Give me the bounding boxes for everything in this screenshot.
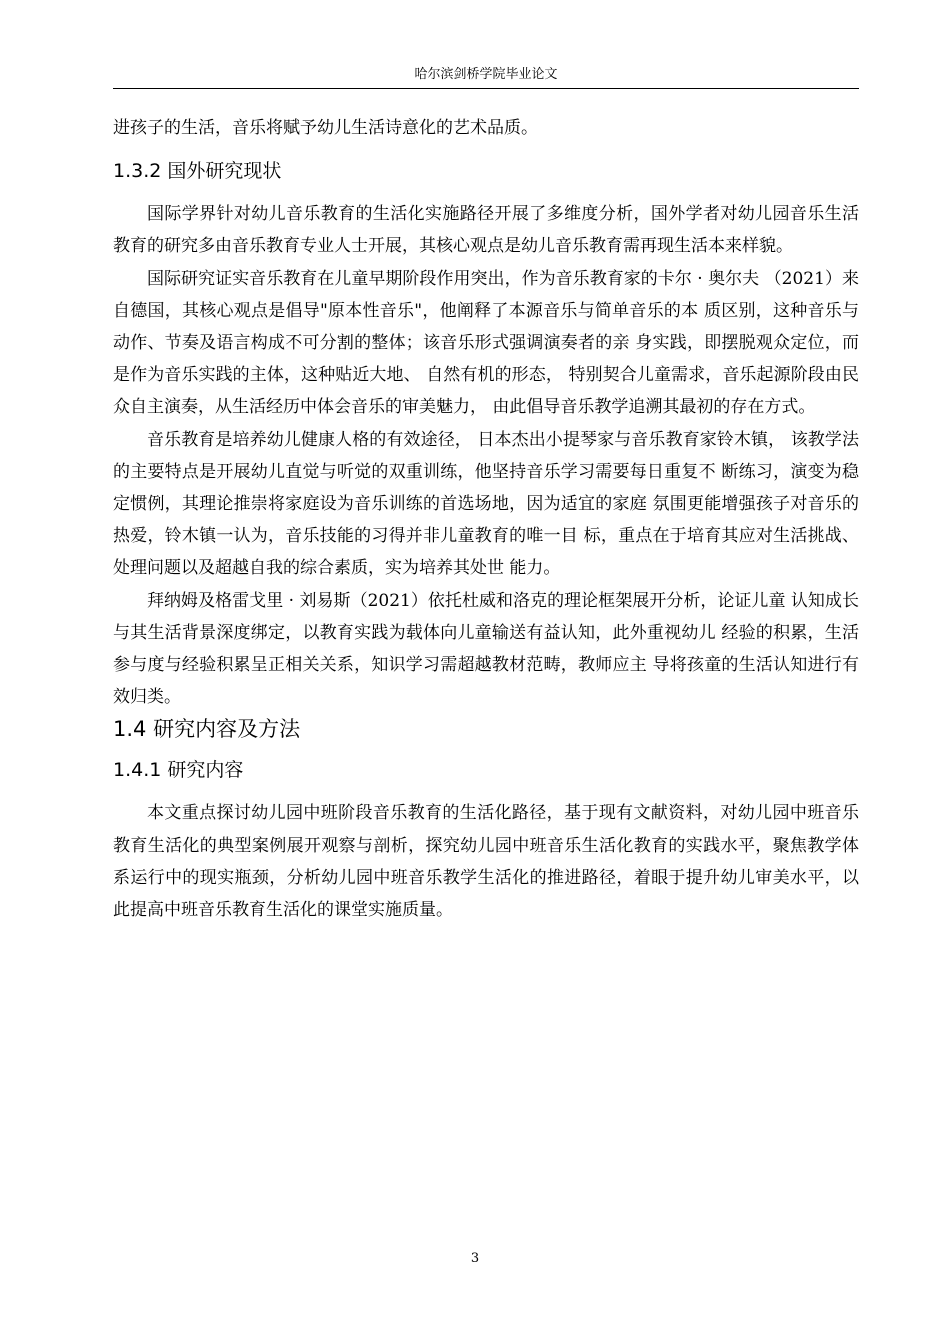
page-content: [113, 112, 859, 926]
heading-1-3-2: 1.3.2 国外研究现状: [113, 160, 282, 183]
paragraph: 国际研究证实音乐教育在儿童早期阶段作用突出，作为音乐教育家的卡尔 · 奥尔夫 （2021）来自德国，其核心观点是倡导"原本性音乐"，他阐释了本源音乐与简单音乐的本 质区别，这种音乐与动作、节奏及语言构成不可分割的整体；该音乐形式强调演奏者的亲 身实践，即摆脱观众定位，而是作为音乐实践的主体，这种贴近大地、 自然有机的形态， 特别契合儿童需求，音乐起源阶段由民众自主演奏，从生活经历中体会音乐的审美魅力， 由此倡导音乐教学追溯其最初的存在方式。: [113, 268, 859, 418]
paragraph: 本文重点探讨幼儿园中班阶段音乐教育的生活化路径，基于现有文献资料，对幼儿园中班音乐教育生活化的典型案例展开观察与剖析，探究幼儿园中班音乐生活化教育的实践水平，聚焦教学体系运行中的现实瓶颈，分析幼儿园中班音乐教学生活化的推进路径，着眼于提升幼儿审美水平，以此提高中班音乐教育生活化的课堂实施质量。: [113, 803, 859, 921]
running-header: 哈尔滨剑桥学院毕业论文: [414, 67, 558, 82]
paragraph: 音乐教育是培养幼儿健康人格的有效途径， 日本杰出小提琴家与音乐教育家铃木镇， 该教学法的主要特点是开展幼儿直觉与听觉的双重训练，他坚持音乐学习需要每日重复不 断练习，演变为稳定惯例，其理论推崇将家庭设为音乐训练的首选场地，因为适宜的家庭 氛围更能增强孩子对音乐的热爱，铃木镇一认为，音乐技能的习得并非儿童教育的唯一目 标，重点在于培育其应对生活挑战、处理问题以及超越自我的综合素质，实为培养其处世 能力。: [113, 429, 859, 579]
page-number: 3: [470, 1251, 480, 1266]
paragraph-continuation: 进孩子的生活，音乐将赋予幼儿生活诗意化的艺术品质。: [113, 118, 538, 138]
paragraph: 拜纳姆及格雷戈里 · 刘易斯（2021）依托杜威和洛克的理论框架展开分析，论证儿童 认知成长与其生活背景深度绑定，以教育实践为载体向儿童输送有益认知，此外重视幼儿 经验的积累，生活参与度与经验积累呈正相关关系，知识学习需超越教材范畴，教师应主 导将孩童的生活认知进行有效归类。: [113, 590, 859, 708]
heading-1-4-1: 1.4.1 研究内容: [113, 759, 244, 782]
heading-1-4: 1.4 研究内容及方法: [113, 717, 301, 742]
paragraph: 国际学界针对幼儿音乐教育的生活化实施路径开展了多维度分析，国外学者对幼儿园音乐生活教育的研究多由音乐教育专业人士开展，其核心观点是幼儿音乐教育需再现生活本来样貌。: [113, 204, 859, 257]
header-rule: [113, 88, 859, 89]
